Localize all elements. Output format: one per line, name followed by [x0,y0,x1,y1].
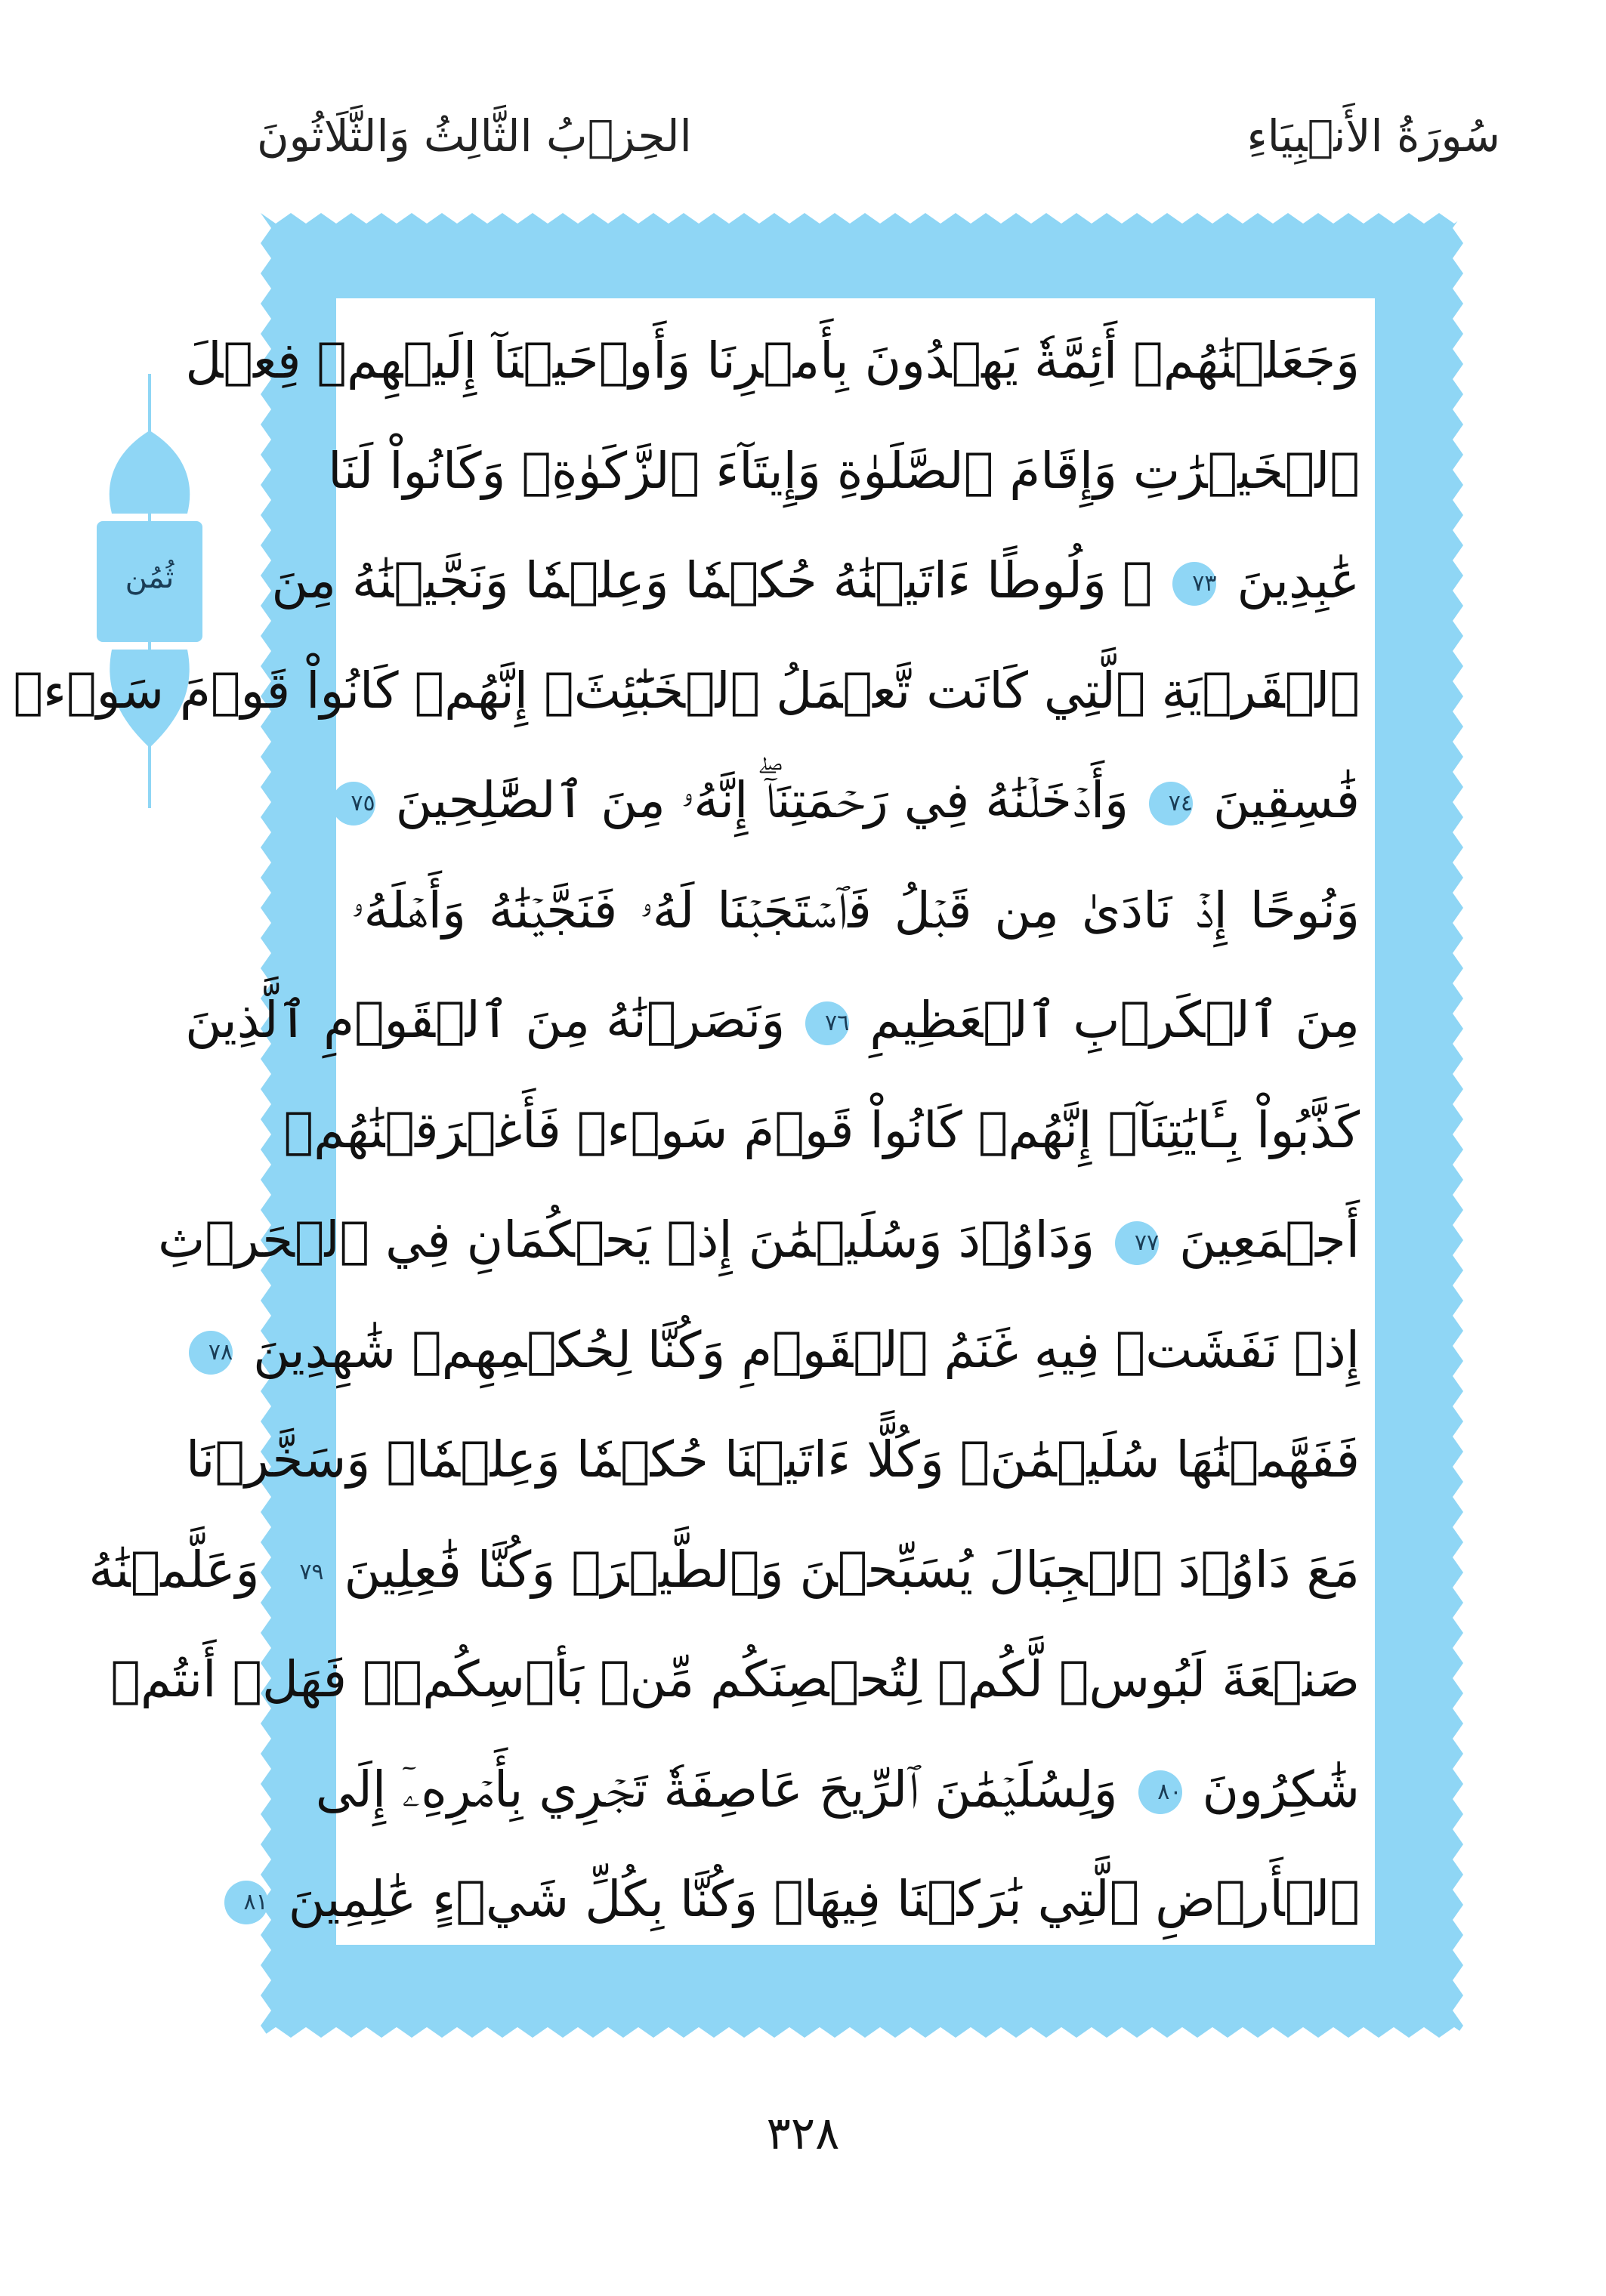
verse-text: إِذۡ نَفَشَتۡ فِيهِ غَنَمُ ٱلۡقَوۡمِ وَكُنَّا لِحُكۡمِهِمۡ شَٰهِدِينَ [253,1320,1360,1379]
verse-text: ٱلۡقَرۡيَةِ ٱلَّتِي كَانَت تَّعۡمَلُ ٱلۡخَبَٰٓئِثَۚ إِنَّهُمۡ كَانُواْ قَوۡمَ سَوۡءٖ [13,661,1360,720]
ayah-number-marker: ٧٣ [1172,562,1216,606]
verse-line [88,1515,1360,1625]
verse-line [158,1185,1360,1295]
verse-text: وَنَصَرۡنَٰهُ مِنَ ٱلۡقَوۡمِ ٱلَّذِينَ [185,991,786,1049]
verse-line [13,636,1360,746]
verse-text: ٱلۡأَرۡضِ ٱلَّتِي بَٰرَكۡنَا فِيهَاۚ وَكُنَّا بِكُلِّ شَيۡءٍ عَٰلِمِينَ [288,1870,1360,1928]
ayah-number-marker: ٧٩ [280,1551,324,1594]
verse-line [315,1735,1360,1845]
verse-text: وَعَلَّمۡنَٰهُ [88,1540,260,1599]
ayah-number-marker: ٧٨ [189,1331,233,1375]
verse-text: مِنَ ٱلۡكَرۡبِ ٱلۡعَظِيمِ [869,991,1360,1049]
verse-text: صَنۡعَةَ لَبُوسٖ لَّكُمۡ لِتُحۡصِنَكُم مِّنۢ بَأۡسِكُمۡۖ فَهَلۡ أَنتُمۡ [110,1650,1360,1708]
verse-line [208,1295,1360,1406]
thumun-label: ثُمُن [125,560,174,595]
ayah-number-marker: ٧٤ [1149,782,1193,826]
ayah-number-marker: ٧٧ [1115,1221,1159,1265]
verse-text: عَٰبِدِينَ [1237,551,1360,609]
verse-text: فَفَهَّمۡنَٰهَا سُلَيۡمَٰنَۚ وَكُلًّا ءَاتَيۡنَا حُكۡمٗا وَعِلۡمٗاۚ وَسَخَّرۡنَا [185,1430,1360,1489]
verse-text: فَٰسِقِينَ [1213,771,1360,829]
verse-text: كَذَّبُواْ بِـَٔايَٰتِنَآۚ إِنَّهُمۡ كَانُواْ قَوۡمَ سَوۡءٖ فَأَغۡرَقۡنَٰهُمۡ [283,1100,1360,1159]
verse-text: وَجَعَلۡنَٰهُمۡ أَئِمَّةٗ يَهۡدُونَ بِأَمۡرِنَا وَأَوۡحَيۡنَآ إِلَيۡهِمۡ فِعۡلَ [185,332,1360,390]
verse-line [351,856,1360,966]
ayah-number-marker: ٨٠ [1138,1770,1182,1814]
verse-text: ٱلۡخَيۡرَٰتِ وَإِقَامَ ٱلصَّلَوٰةِ وَإِيتَآءَ ٱلزَّكَوٰةِۖ وَكَانُواْ لَنَا [328,441,1360,500]
verse-text: مَعَ دَاوُۥدَ ٱلۡجِبَالَ يُسَبِّحۡنَ وَٱلطَّيۡرَۚ وَكُنَّا فَٰعِلِينَ [344,1540,1360,1599]
verse-line [185,1405,1360,1515]
surah-name: سُورَةُ الأَنۡبِيَاءِ [1246,110,1500,162]
page-number: ٣٢٨ [766,2107,840,2160]
verse-text: أَجۡمَعِينَ [1179,1211,1360,1269]
verse-line [328,416,1360,526]
verse-line [185,965,1360,1075]
verse-text: ۞ وَلُوطًا ءَاتَيۡنَٰهُ حُكۡمٗا وَعِلۡمٗا وَنَجَّيۡنَٰهُ مِنَ [271,551,1153,609]
verse-text: شَٰكِرُونَ [1202,1760,1360,1819]
hizb-name: الحِزۡبُ الثَّالِثُ وَالثَّلَاثُونَ [257,110,692,162]
ayah-number-marker: ٨١ [224,1881,268,1924]
verse-text: وَنُوحًا إِذۡ نَادَىٰ مِن قَبۡلُ فَٱسۡتَجَبۡنَا لَهُۥ فَنَجَّيۡنَٰهُ وَأَهۡلَهُۥ [351,881,1360,940]
verse-text: وَلِسُلَيۡمَٰنَ ٱلرِّيحَ عَاصِفَةٗ تَجۡرِي بِأَمۡرِهِۦٓ إِلَى [315,1760,1118,1819]
verse-line [185,306,1360,416]
verse-line [351,745,1360,856]
verse-text: وَدَاوُۥدَ وَسُلَيۡمَٰنَ إِذۡ يَحۡكُمَانِ فِي ٱلۡحَرۡثِ [158,1211,1095,1269]
ayah-number-marker: ٧٥ [332,782,375,826]
verse-line [271,526,1360,636]
verse-line [283,1075,1360,1186]
verse-line [110,1625,1360,1735]
verse-text: وَأَدۡخَلۡنَٰهُ فِي رَحۡمَتِنَآۖ إِنَّهُۥ مِنَ ٱلصَّٰلِحِينَ [395,771,1129,829]
ayah-number-marker: ٧٦ [805,1001,849,1045]
verse-line [243,1844,1360,1955]
